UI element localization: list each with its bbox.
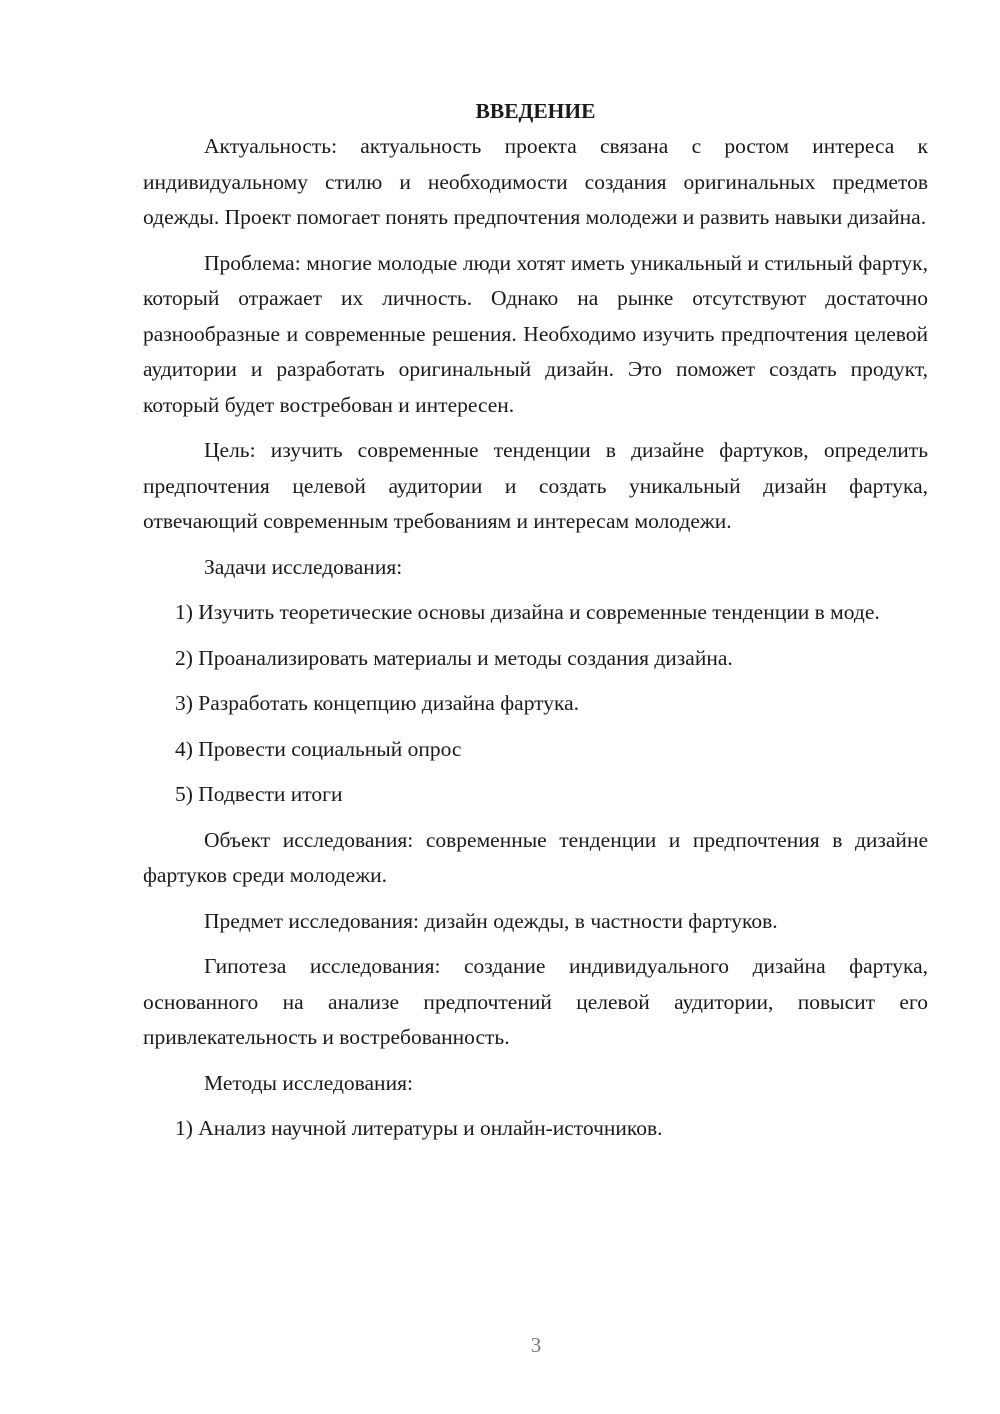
document-page — [143, 95, 928, 1157]
task-item-1: 1) Изучить теоретические основы дизайна и современные тенденции в моде. — [175, 600, 880, 624]
task-item-2: 2) Проанализировать материалы и методы создания дизайна. — [175, 645, 733, 670]
task-item-5: 5) Подвести итоги — [175, 782, 343, 806]
methods-heading: Методы исследования: — [204, 1070, 413, 1095]
method-item-1: 1) Анализ научной литературы и онлайн-источников. — [175, 1116, 663, 1140]
page-title: ВВЕДЕНИЕ — [475, 99, 596, 123]
paragraph-hypothesis: Гипотеза исследования: создание индивидуального дизайна фартука, основанного на анализе предпочтений целевой аудитории, повысит его привлекательность и востребованность. — [143, 954, 928, 1049]
paragraph-goal: Цель: изучить современные тенденции в дизайне фартуков, определить предпочтения целевой аудитории и создать уникальный дизайн фартука, отвечающий современным требованиям и интересам молодежи. — [143, 438, 928, 533]
page-number: 3 — [530, 1333, 542, 1357]
tasks-heading: Задачи исследования: — [204, 554, 403, 579]
task-item-4: 4) Провести социальный опрос — [175, 736, 462, 761]
paragraph-relevance: Актуальность: актуальность проекта связана с ростом интереса к индивидуальному стилю и необходимости создания оригинальных предметов одежды. Проект помогает понять предпочтения молодежи и развить навыки дизайна. — [143, 134, 928, 229]
paragraph-object: Объект исследования: современные тенденции и предпочтения в дизайне фартуков среди молодежи. — [143, 827, 928, 887]
paragraph-subject: Предмет исследования: дизайн одежды, в частности фартуков. — [204, 908, 778, 933]
paragraph-problem: Проблема: многие молодые люди хотят иметь уникальный и стильный фартук, который отражает их личность. Однако на рынке отсутствуют достаточно разнообразные и современные решения. Необходимо изучить предпочтения целевой аудитории и разработать оригинальный дизайн. Это поможет создать продукт, который будет востребован и интересен. — [143, 250, 928, 417]
task-item-3: 3) Разработать концепцию дизайна фартука. — [175, 691, 580, 715]
